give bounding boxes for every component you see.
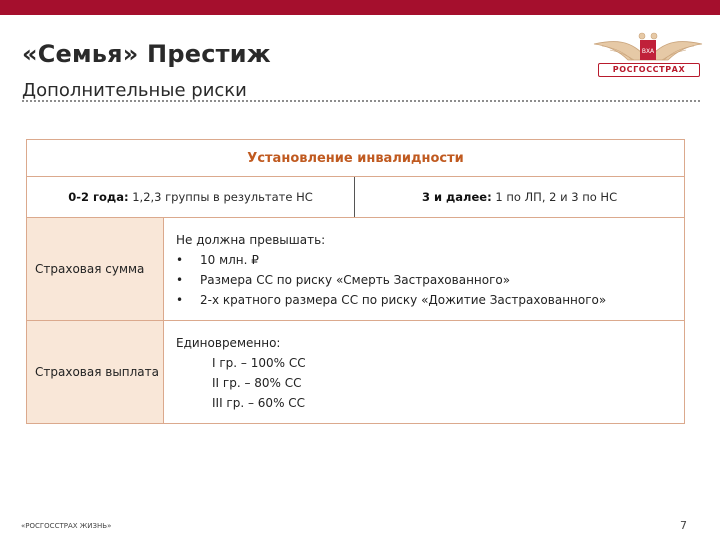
sum-insured-content [164, 218, 685, 321]
top-accent-bar [0, 0, 720, 15]
company-logo-text: РОСГОССТРАХ [598, 63, 700, 77]
dotted-divider [22, 100, 700, 102]
insurance-payout-intro: Единовременно: [176, 336, 281, 350]
list-item: • Размера СС по риску «Смерть Застрахованного» [176, 273, 511, 287]
table-row [27, 218, 685, 321]
footer-company: «РОСГОССТРАХ ЖИЗНЬ» [21, 522, 112, 530]
page-title: «Семья» Престиж [22, 40, 271, 68]
page-subtitle: Дополнительные риски [22, 80, 247, 101]
page-number: 7 [680, 519, 687, 532]
table-header: Установление инвалидности [27, 140, 685, 177]
svg-text:ВХА: ВХА [641, 48, 655, 55]
disability-risk-table [26, 139, 685, 424]
insurance-payout-label: Страховая выплата [27, 321, 164, 424]
list-item: • 2-х кратного размера СС по риску «Дожитие Застрахованного» [176, 293, 607, 307]
list-item: • 10 млн. ₽ [176, 253, 259, 267]
list-item: I гр. – 100% СС [212, 356, 306, 370]
period-3-plus-cell [355, 177, 685, 218]
table-row [27, 321, 685, 424]
sum-insured-label: Страховая сумма [27, 218, 164, 321]
period-3-plus-label: 3 и далее: [421, 190, 492, 204]
period-0-2-text: 1,2,3 группы в результате НС [128, 190, 313, 204]
list-item: II гр. – 80% СС [212, 376, 302, 390]
period-0-2-cell [27, 177, 355, 218]
sum-insured-intro: Не должна превышать: [176, 233, 326, 247]
insurance-payout-content [164, 321, 685, 424]
period-0-2-label: 0-2 года: [68, 190, 129, 204]
period-3-plus-text: 1 по ЛП, 2 и 3 по НС [491, 190, 618, 204]
list-item: III гр. – 60% СС [212, 396, 306, 410]
